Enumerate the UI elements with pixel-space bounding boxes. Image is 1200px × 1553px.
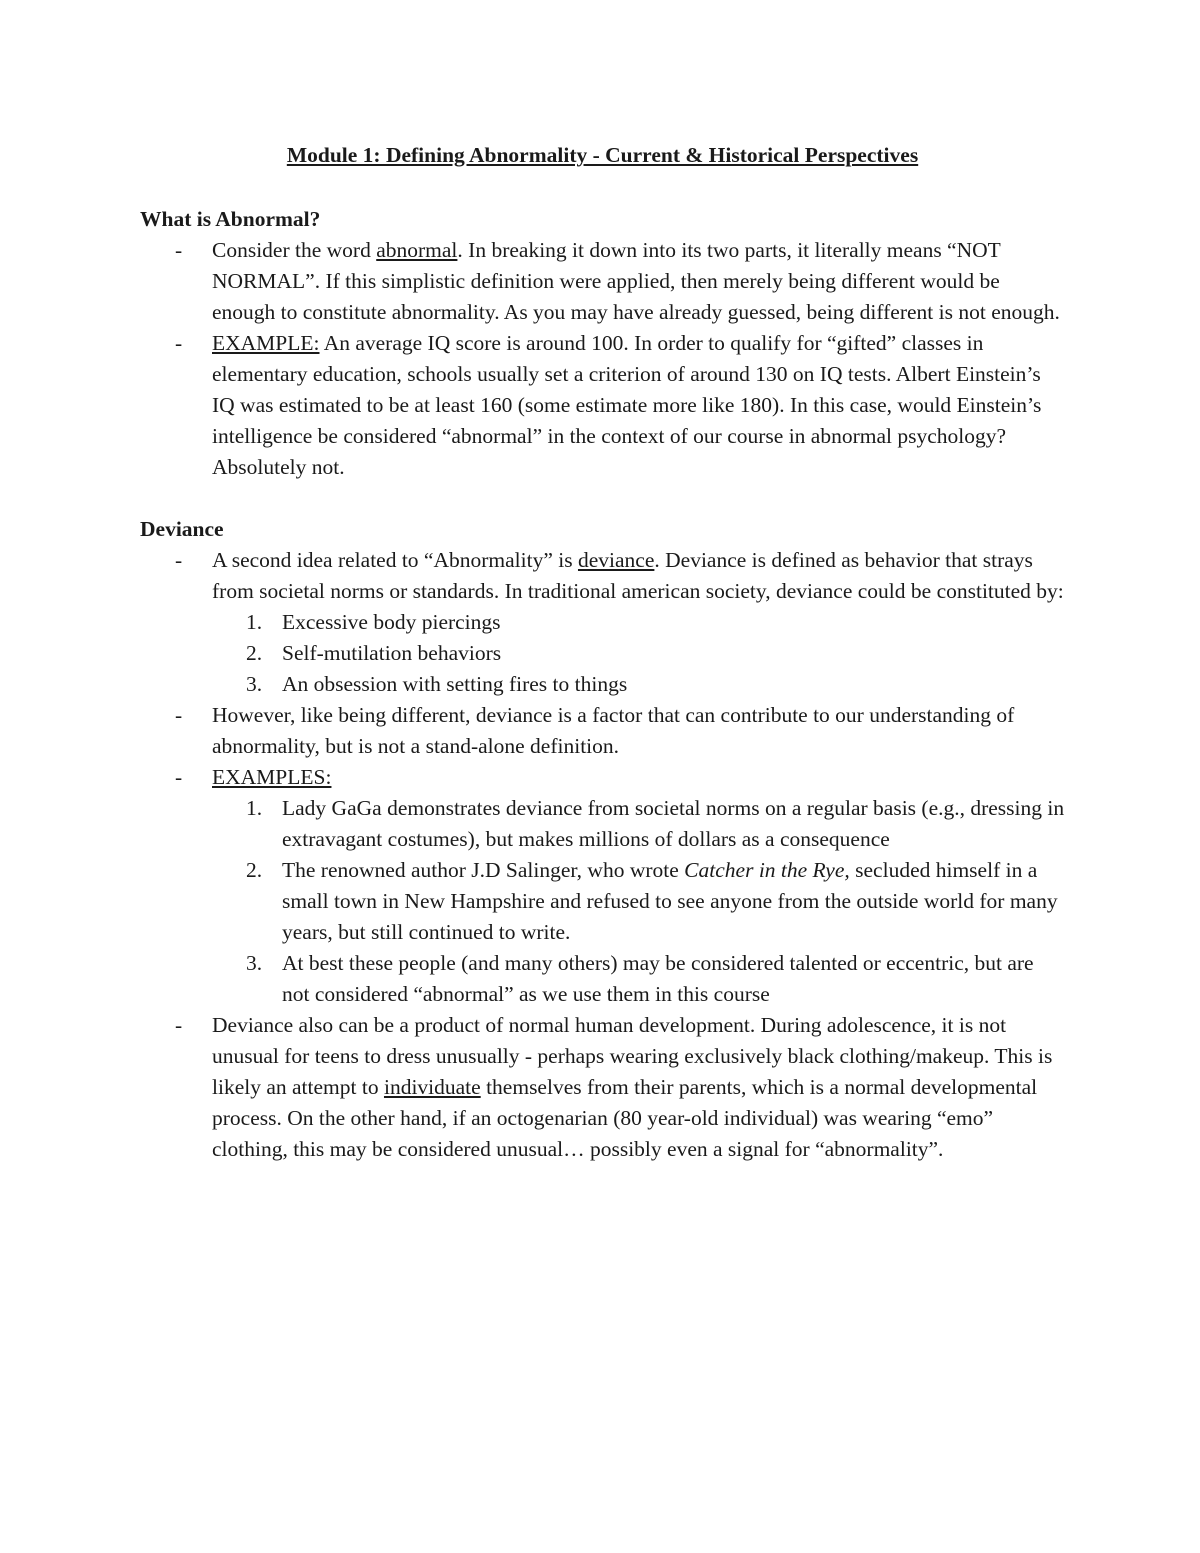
numbered-item (212, 638, 1065, 669)
underlined-term: deviance (577, 548, 655, 572)
item-number: 3. (246, 672, 263, 696)
bullet-item (140, 328, 1065, 483)
dash-bullet: - (175, 331, 183, 355)
item-text: Lady GaGa demonstrates deviance from societal norms on a regular basis (e.g., dressing in extravagant costumes), but makes millions of dollars as a consequence (282, 796, 1065, 851)
underlined-term: individuate (383, 1075, 481, 1099)
bullet-text: However, like being different, deviance is a factor that can contribute to our understanding of abnormality, but is not a stand-alone definition. (212, 703, 1015, 758)
item-text: At best these people (and many others) may be considered talented or eccentric, but are not considered “abnormal” as we use them in this course (282, 951, 1034, 1006)
item-text: The renowned author J.D Salinger, who wrote (282, 858, 685, 882)
dash-bullet: - (175, 765, 183, 789)
item-text: secluded himself in a small town in New Hampshire and refused to see anyone from the outside world for many years, but still continued to write. (282, 858, 1058, 944)
bullet-item (140, 700, 1065, 762)
bullet-list-what-is-abnormal (140, 235, 1065, 483)
bullet-item (140, 1010, 1065, 1165)
item-text: Self-mutilation behaviors (282, 641, 502, 665)
underlined-label: EXAMPLES: (212, 765, 332, 789)
bullet-item (140, 762, 1065, 1010)
item-number: 2. (246, 858, 263, 882)
underlined-label: EXAMPLE: (212, 331, 320, 355)
underlined-term: abnormal (376, 238, 458, 262)
bullet-item (140, 235, 1065, 328)
bullet-list-deviance (140, 545, 1065, 1165)
section-heading-deviance: Deviance (140, 517, 224, 541)
dash-bullet: - (175, 238, 183, 262)
numbered-list-examples (212, 793, 1065, 1010)
dash-bullet: - (175, 548, 183, 572)
bullet-text: Consider the word (212, 238, 377, 262)
numbered-item (212, 669, 1065, 700)
section-heading-what-is-abnormal: What is Abnormal? (140, 207, 321, 231)
bullet-text: An average IQ score is around 100. In order to qualify for “gifted” classes in elementary education, schools usually set a criterion of around 130 on IQ tests. Albert Einstein’s IQ was estimated to be at least 160 (some estimate more like 180). In this case, would Einstein’s intelligence be considered “abnormal” in the context of our course in abnormal psychology? Absolutely not. (212, 331, 1042, 479)
item-text: Excessive body piercings (282, 610, 501, 634)
book-title: Catcher in the Rye, (684, 858, 850, 882)
bullet-text: Deviance also can be a product of normal human development. During adolescence, it is not unusual for teens to dress unusually - perhaps wearing exclusively black clothing/makeup. This is likely an attempt to (212, 1013, 1053, 1099)
numbered-item (212, 607, 1065, 638)
bullet-text: . In breaking it down into its two parts, it literally means “NOT NORMAL”. If this simplistic definition were applied, then merely being different would be enough to constitute abnormality. As you may have already guessed, being different is not enough. (212, 238, 1060, 324)
item-number: 1. (246, 796, 263, 820)
document-page (140, 140, 1065, 1165)
bullet-text: themselves from their parents, which is a normal developmental process. On the other hand, if an octogenarian (80 year-old individual) was wearing “emo” clothing, this may be considered unusual… possibly even a signal for “abnormality”. (212, 1075, 1038, 1161)
item-number: 3. (246, 951, 263, 975)
item-number: 2. (246, 641, 263, 665)
bullet-text: A second idea related to “Abnormality” is (212, 548, 578, 572)
numbered-list-deviance (212, 607, 1065, 700)
dash-bullet: - (175, 703, 183, 727)
dash-bullet: - (175, 1013, 183, 1037)
bullet-item (140, 545, 1065, 700)
numbered-item (212, 948, 1065, 1010)
document-title: Module 1: Defining Abnormality - Current & Historical Perspectives (286, 143, 919, 167)
numbered-item (212, 855, 1065, 948)
bullet-text: . Deviance is defined as behavior that strays from societal norms or standards. In traditional american society, deviance could be constituted by: (212, 548, 1064, 603)
numbered-item (212, 793, 1065, 855)
item-text: An obsession with setting fires to things (282, 672, 628, 696)
item-number: 1. (246, 610, 263, 634)
